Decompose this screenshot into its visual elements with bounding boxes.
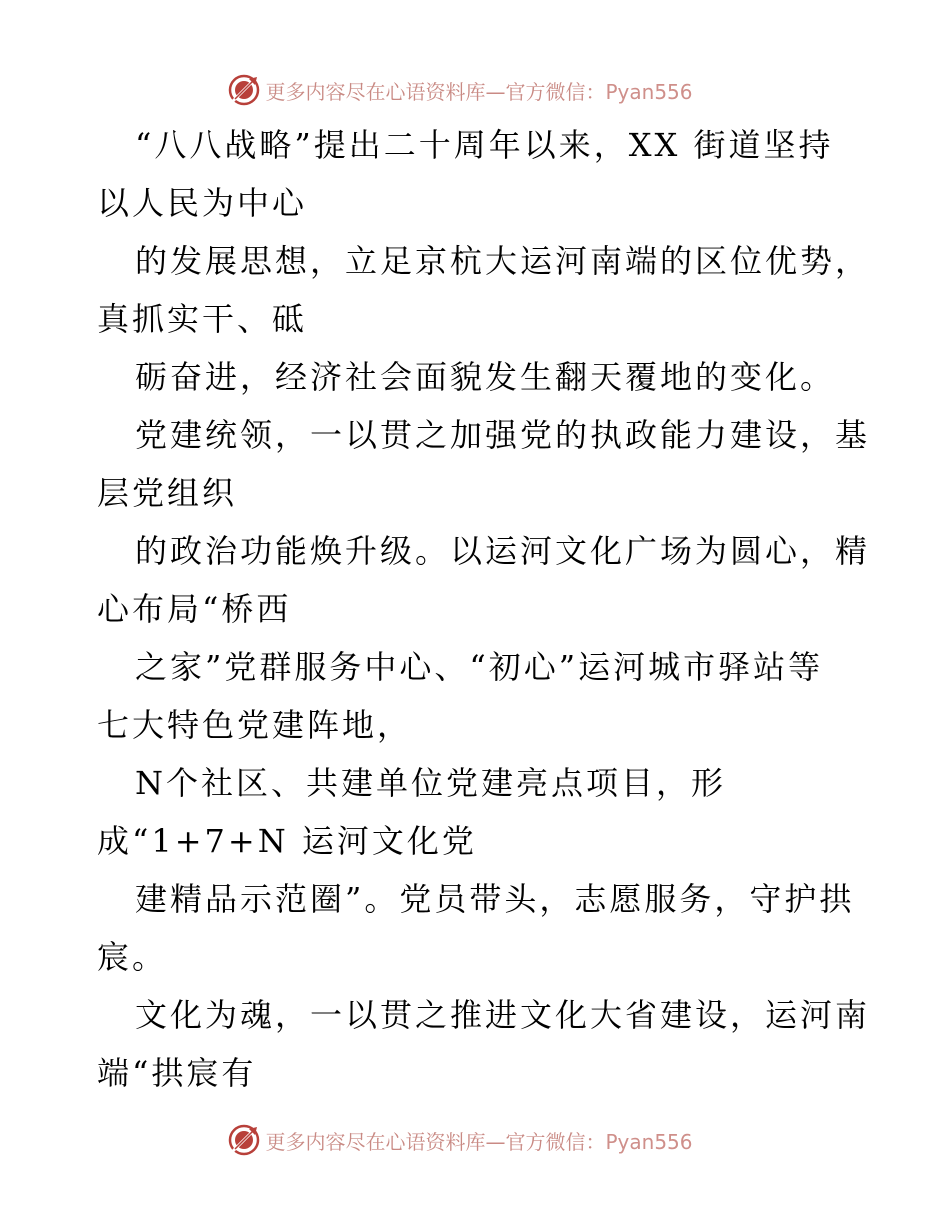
text-line: 之家”党群服务中心、“初心”运河城市驿站等 bbox=[135, 648, 824, 686]
text-line: 以人民为中心 bbox=[97, 184, 308, 222]
text-line: 的政治功能焕升级。以运河文化广场为圆心，精 bbox=[135, 532, 871, 570]
text-line: 端“拱宸有 bbox=[97, 1054, 257, 1092]
text-line: “八八战略”提出二十周年以来，XX 街道坚持 bbox=[135, 126, 834, 164]
text-line: 的发展思想，立足京杭大运河南端的区位优势， bbox=[135, 242, 871, 280]
text-line: 成“1+7+N 运河文化党 bbox=[97, 822, 477, 860]
text-line: 文化为魂，一以贯之推进文化大省建设，运河南 bbox=[135, 996, 871, 1034]
text-line: 党建统领，一以贯之加强党的执政能力建设，基 bbox=[135, 416, 871, 454]
text-line: 心布局“桥西 bbox=[97, 590, 292, 628]
watermark-wechat-id: Pyan556 bbox=[605, 79, 693, 104]
watermark-text: 更多内容尽在心语资料库—官方微信： bbox=[265, 1129, 606, 1154]
watermark-text: 更多内容尽在心语资料库—官方微信： bbox=[265, 79, 606, 104]
text-line: 层党组织 bbox=[97, 474, 238, 512]
text-line: 真抓实干、砥 bbox=[97, 300, 308, 338]
text-line: 七大特色党建阵地， bbox=[97, 706, 413, 744]
footer-watermark bbox=[0, 1120, 950, 1160]
text-line: 砺奋进，经济社会面貌发生翻天覆地的变化。 bbox=[135, 358, 836, 396]
text-line: 建精品示范圈”。党员带头，志愿服务，守护拱 bbox=[135, 880, 855, 918]
pen-quill-seal-icon bbox=[227, 1123, 261, 1157]
document-body bbox=[97, 116, 871, 1102]
pen-quill-seal-icon bbox=[227, 73, 261, 107]
text-line: N个社区、共建单位党建亮点项目，形 bbox=[135, 764, 727, 802]
header-watermark bbox=[0, 70, 950, 110]
watermark-wechat-id: Pyan556 bbox=[605, 1129, 693, 1154]
text-line: 宸。 bbox=[97, 938, 168, 976]
